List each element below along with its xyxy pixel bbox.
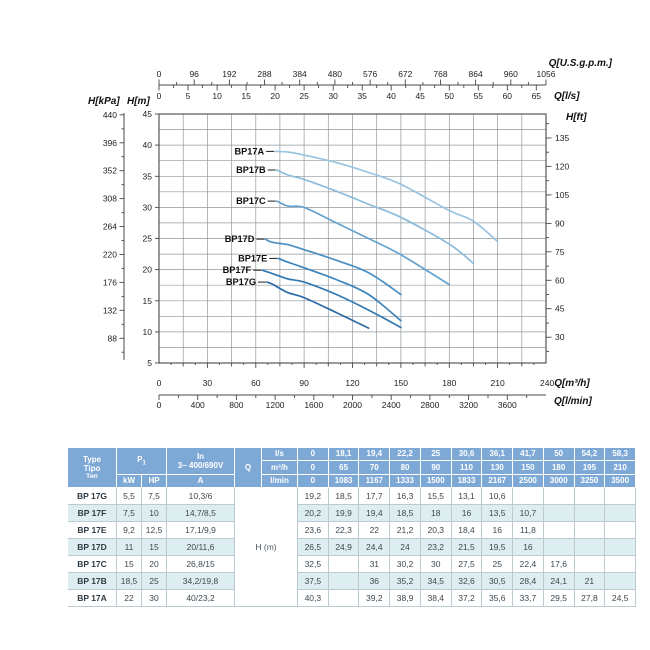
m-tick-label: 30	[142, 202, 152, 213]
gpm-tick-label: 768	[433, 69, 448, 79]
curve-BP17B	[277, 170, 474, 263]
row-h-value: 16	[452, 505, 483, 522]
row-h-value: 30	[421, 556, 452, 573]
row-h-value: 22,3	[329, 522, 360, 539]
curve-BP17C	[277, 201, 450, 285]
row-h-value: 32,5	[298, 556, 329, 573]
header-qlmin: 3500	[605, 475, 636, 488]
ls-tick-label: 40	[386, 91, 396, 101]
header-qls: 50	[544, 448, 575, 461]
header-type	[68, 448, 117, 488]
kpa-tick-label: 176	[102, 277, 117, 288]
header-qlmin: 1333	[390, 475, 421, 488]
kpa-tick-label: 308	[102, 193, 117, 204]
row-h-value: 13,1	[452, 488, 483, 505]
row-h-value: 30,2	[390, 556, 421, 573]
m-tick-label: 25	[142, 233, 152, 244]
text-line: Тип	[86, 472, 98, 480]
header-qm3h: 150	[513, 461, 544, 475]
row-h-value: 39,2	[359, 590, 390, 607]
gpm-tick-label: 96	[189, 69, 199, 79]
row-hp: 7,5	[142, 488, 167, 505]
row-h-value	[575, 539, 606, 556]
row-h-value: 20,2	[298, 505, 329, 522]
row-h-value: 30,5	[482, 573, 513, 590]
row-h-value: 31	[359, 556, 390, 573]
row-h-value	[329, 556, 360, 573]
lmin-tick-label: 3200	[459, 400, 479, 410]
kpa-tick-label: 88	[107, 333, 117, 344]
row-h-value: 10,7	[513, 505, 544, 522]
header-qm3h: 90	[421, 461, 452, 475]
row-h-value	[544, 522, 575, 539]
ls-axis-label: Q[l/s]	[554, 91, 580, 102]
row-type: BP 17G	[68, 488, 117, 505]
row-a: 26,8/15	[167, 556, 235, 573]
header-kw: kW	[117, 475, 142, 488]
lmin-tick-label: 2800	[420, 400, 440, 410]
h-m-merged-cell: H (m)	[235, 488, 298, 607]
header-qm3h: 65	[329, 461, 360, 475]
curve-BP17A	[275, 151, 498, 241]
row-h-value: 27,8	[575, 590, 606, 607]
gpm-tick-label: 288	[257, 69, 272, 79]
m3h-tick-label: 210	[490, 378, 505, 388]
row-h-value	[329, 590, 360, 607]
lmin-tick-label: 800	[229, 400, 244, 410]
curve-label-BP17F: BP17F	[222, 265, 252, 276]
row-h-value: 19,9	[329, 505, 360, 522]
header-qm3h: 195	[575, 461, 606, 475]
row-kw: 9,2	[117, 522, 142, 539]
lmin-tick-label: 1200	[265, 400, 285, 410]
lmin-tick-label: 1600	[304, 400, 324, 410]
row-h-value: 34,5	[421, 573, 452, 590]
header-qls: 58,3	[605, 448, 636, 461]
row-h-value: 29,5	[544, 590, 575, 607]
gpm-tick-label: 1056	[536, 69, 556, 79]
header-unit-mh: m³/h	[262, 461, 298, 475]
header-p1	[117, 448, 167, 475]
gpm-axis-label: Q[U.S.g.p.m.]	[548, 58, 612, 69]
ft-tick-label: 120	[555, 161, 570, 172]
row-h-value: 38,9	[390, 590, 421, 607]
row-h-value	[605, 573, 636, 590]
row-h-value: 19,2	[298, 488, 329, 505]
m-tick-label: 15	[142, 295, 152, 306]
row-h-value: 23,2	[421, 539, 452, 556]
ls-tick-label: 65	[531, 91, 542, 101]
row-h-value: 35,2	[390, 573, 421, 590]
row-h-value: 40,3	[298, 590, 329, 607]
curve-label-BP17B: BP17B	[236, 165, 266, 175]
header-qlmin: 1083	[329, 475, 360, 488]
header-qm3h: 180	[544, 461, 575, 475]
curve-BP17E	[278, 258, 401, 320]
lmin-tick-label: 2400	[381, 400, 401, 410]
text-line: In	[196, 451, 205, 461]
header-qlmin: 0	[298, 475, 329, 488]
header-unit-lmin: l/min	[262, 475, 298, 488]
m-tick-label: 20	[142, 264, 152, 275]
row-type: BP 17F	[68, 505, 117, 522]
header-qls: 41,7	[513, 448, 544, 461]
row-kw: 15	[117, 556, 142, 573]
ls-tick-label: 25	[299, 91, 309, 101]
row-hp: 30	[142, 590, 167, 607]
ls-tick-label: 30	[328, 91, 338, 101]
header-hp: HP	[142, 475, 167, 488]
ls-tick-label: 10	[212, 91, 222, 101]
m3h-tick-label: 90	[299, 378, 309, 388]
ft-tick-label: 45	[555, 303, 565, 314]
header-qm3h: 0	[298, 461, 329, 475]
kpa-tick-label: 132	[102, 305, 117, 316]
row-kw: 11	[117, 539, 142, 556]
header-qls: 36,1	[482, 448, 513, 461]
row-h-value: 21	[575, 573, 606, 590]
header-qlmin: 1500	[421, 475, 452, 488]
header-qm3h: 80	[390, 461, 421, 475]
row-a: 10,3/6	[167, 488, 235, 505]
ft-tick-label: 90	[555, 218, 565, 229]
ft-tick-label: 135	[555, 133, 570, 143]
header-qlmin: 1167	[359, 475, 390, 488]
curve-label-BP17G: BP17G	[225, 277, 256, 288]
row-h-value: 28,4	[513, 573, 544, 590]
header-qlmin: 2500	[513, 475, 544, 488]
row-h-value: 26,5	[298, 539, 329, 556]
ls-tick-label: 50	[444, 91, 455, 101]
row-h-value: 24,9	[329, 539, 360, 556]
row-h-value: 16	[482, 522, 513, 539]
row-h-value	[605, 539, 636, 556]
header-qlmin: 3000	[544, 475, 575, 488]
ls-tick-label: 55	[473, 91, 484, 101]
row-type: BP 17E	[68, 522, 117, 539]
text-line: Type	[82, 454, 102, 464]
kpa-tick-label: 264	[102, 221, 117, 232]
ls-tick-label: 0	[156, 91, 162, 101]
m3h-tick-label: 150	[393, 378, 408, 388]
row-h-value	[605, 522, 636, 539]
p1-label: $P_1$	[137, 454, 146, 467]
row-h-value: 37,5	[298, 573, 329, 590]
row-h-value	[575, 488, 606, 505]
ls-tick-label: 5	[185, 91, 191, 101]
ft-tick-label: 75	[555, 246, 565, 257]
row-h-value	[575, 505, 606, 522]
row-h-value	[544, 488, 575, 505]
row-h-value: 36	[359, 573, 390, 590]
kpa-axis-label: H[kPa]	[88, 96, 120, 107]
row-kw: 22	[117, 590, 142, 607]
row-a: 34,2/19,8	[167, 573, 235, 590]
row-h-value	[575, 556, 606, 573]
row-h-value: 38,4	[421, 590, 452, 607]
ls-tick-label: 20	[270, 91, 280, 101]
row-h-value: 18,5	[329, 488, 360, 505]
gpm-tick-label: 480	[327, 69, 342, 79]
row-h-value: 24,5	[605, 590, 636, 607]
row-h-value: 22,4	[513, 556, 544, 573]
header-qls: 19,4	[359, 448, 390, 461]
row-hp: 12,5	[142, 522, 167, 539]
row-h-value: 19,5	[482, 539, 513, 556]
header-qls: 18,1	[329, 448, 360, 461]
row-h-value: 16	[513, 539, 544, 556]
row-hp: 20	[142, 556, 167, 573]
curve-label-BP17A: BP17A	[234, 146, 265, 157]
row-h-value	[605, 488, 636, 505]
row-hp: 15	[142, 539, 167, 556]
header-qm3h: 70	[359, 461, 390, 475]
lmin-tick-label: 0	[156, 400, 162, 410]
row-h-value: 15,5	[421, 488, 452, 505]
header-qls: 54,2	[575, 448, 606, 461]
curve-BP17D	[265, 239, 401, 294]
row-hp: 25	[142, 573, 167, 590]
row-h-value: 21,2	[390, 522, 421, 539]
header-unit-ls: l/s	[262, 448, 298, 461]
row-type: BP 17D	[68, 539, 117, 556]
row-h-value: 18	[421, 505, 452, 522]
row-h-value	[513, 488, 544, 505]
curve-BP17G	[267, 282, 369, 328]
header-qls: 22,2	[390, 448, 421, 461]
row-h-value: 10,6	[482, 488, 513, 505]
gpm-tick-label: 384	[292, 69, 307, 79]
header-qls: 0	[298, 448, 329, 461]
m3h-tick-label: 30	[202, 378, 213, 388]
row-h-value	[605, 505, 636, 522]
header-qlmin: 3250	[575, 475, 606, 488]
row-h-value: 19,4	[359, 505, 390, 522]
row-h-value: 23,6	[298, 522, 329, 539]
m3h-tick-label: 60	[251, 378, 261, 388]
header-qm3h: 110	[452, 461, 483, 475]
spec-table	[68, 448, 636, 607]
row-h-value	[544, 505, 575, 522]
row-hp: 10	[142, 505, 167, 522]
row-a: 40/23,2	[167, 590, 235, 607]
row-h-value: 35,6	[482, 590, 513, 607]
m3h-tick-label: 120	[345, 378, 360, 388]
row-h-value	[575, 522, 606, 539]
text-line: Tipo	[83, 463, 101, 473]
row-h-value: 18,5	[390, 505, 421, 522]
m-tick-label: 35	[142, 171, 152, 182]
row-h-value: 16,3	[390, 488, 421, 505]
m3h-tick-label: 0	[156, 378, 162, 388]
header-qls: 25	[421, 448, 452, 461]
ft-tick-label: 60	[555, 275, 565, 286]
header-in	[167, 448, 235, 475]
m-tick-label: 45	[142, 109, 152, 119]
header-qm3h: 130	[482, 461, 513, 475]
header-qlmin: 1833	[452, 475, 483, 488]
m-tick-label: 10	[142, 326, 152, 337]
row-type: BP 17A	[68, 590, 117, 607]
header-qls: 30,6	[452, 448, 483, 461]
row-h-value: 22	[359, 522, 390, 539]
header-qlmin: 2167	[482, 475, 513, 488]
ls-tick-label: 35	[357, 91, 367, 101]
row-h-value: 18,4	[452, 522, 483, 539]
row-h-value: 20,3	[421, 522, 452, 539]
row-h-value: 24,1	[544, 573, 575, 590]
m3h-tick-label: 180	[442, 378, 457, 388]
ft-tick-label: 105	[555, 189, 570, 200]
lmin-axis-label: Q[l/min]	[554, 396, 592, 407]
header-a: A	[167, 475, 235, 488]
kpa-tick-label: 440	[102, 109, 117, 120]
ft-tick-label: 30	[555, 332, 565, 343]
row-a: 20/11,6	[167, 539, 235, 556]
row-a: 14,7/8,5	[167, 505, 235, 522]
curve-label-BP17C: BP17C	[236, 196, 266, 207]
ft-axis-label: H[ft]	[566, 112, 587, 123]
m-tick-label: 5	[147, 358, 152, 368]
curve-label-BP17E: BP17E	[238, 253, 268, 264]
lmin-tick-label: 3600	[497, 400, 517, 410]
curve-label-BP17D: BP17D	[224, 234, 255, 245]
row-h-value: 17,7	[359, 488, 390, 505]
gpm-tick-label: 864	[468, 69, 483, 79]
row-h-value: 33,7	[513, 590, 544, 607]
row-a: 17,1/9,9	[167, 522, 235, 539]
kpa-tick-label: 396	[102, 137, 117, 148]
m3h-axis-label: 240Q[m³/h]	[540, 378, 590, 389]
gpm-tick-label: 960	[503, 69, 518, 79]
row-type: BP 17B	[68, 573, 117, 590]
ls-tick-label: 60	[502, 91, 513, 101]
row-h-value	[544, 539, 575, 556]
lmin-tick-label: 2000	[343, 400, 362, 410]
row-h-value: 24	[390, 539, 421, 556]
row-h-value: 25	[482, 556, 513, 573]
row-h-value: 17,6	[544, 556, 575, 573]
row-h-value: 21,5	[452, 539, 483, 556]
ls-tick-label: 15	[241, 91, 251, 101]
row-h-value: 13,5	[482, 505, 513, 522]
gpm-tick-label: 192	[222, 69, 237, 79]
row-type: BP 17C	[68, 556, 117, 573]
gpm-tick-label: 0	[156, 69, 162, 79]
header-qm3h: 210	[605, 461, 636, 475]
header-q: Q	[235, 448, 262, 488]
row-h-value: 32,6	[452, 573, 483, 590]
kpa-tick-label: 220	[102, 249, 117, 260]
row-h-value	[605, 556, 636, 573]
ls-tick-label: 45	[415, 91, 425, 101]
lmin-tick-label: 400	[190, 400, 205, 410]
row-h-value: 24,4	[359, 539, 390, 556]
row-h-value: 37,2	[452, 590, 483, 607]
m-tick-label: 40	[142, 140, 152, 151]
text-line: 3~ 400/690V	[177, 461, 224, 470]
m-axis-label: H[m]	[127, 96, 150, 107]
row-kw: 5,5	[117, 488, 142, 505]
gpm-tick-label: 576	[363, 69, 378, 79]
row-h-value: 11,8	[513, 522, 544, 539]
row-kw: 7,5	[117, 505, 142, 522]
row-h-value	[329, 573, 360, 590]
kpa-tick-label: 352	[102, 165, 117, 176]
gpm-tick-label: 672	[398, 69, 413, 79]
row-kw: 18,5	[117, 573, 142, 590]
row-h-value: 27,5	[452, 556, 483, 573]
